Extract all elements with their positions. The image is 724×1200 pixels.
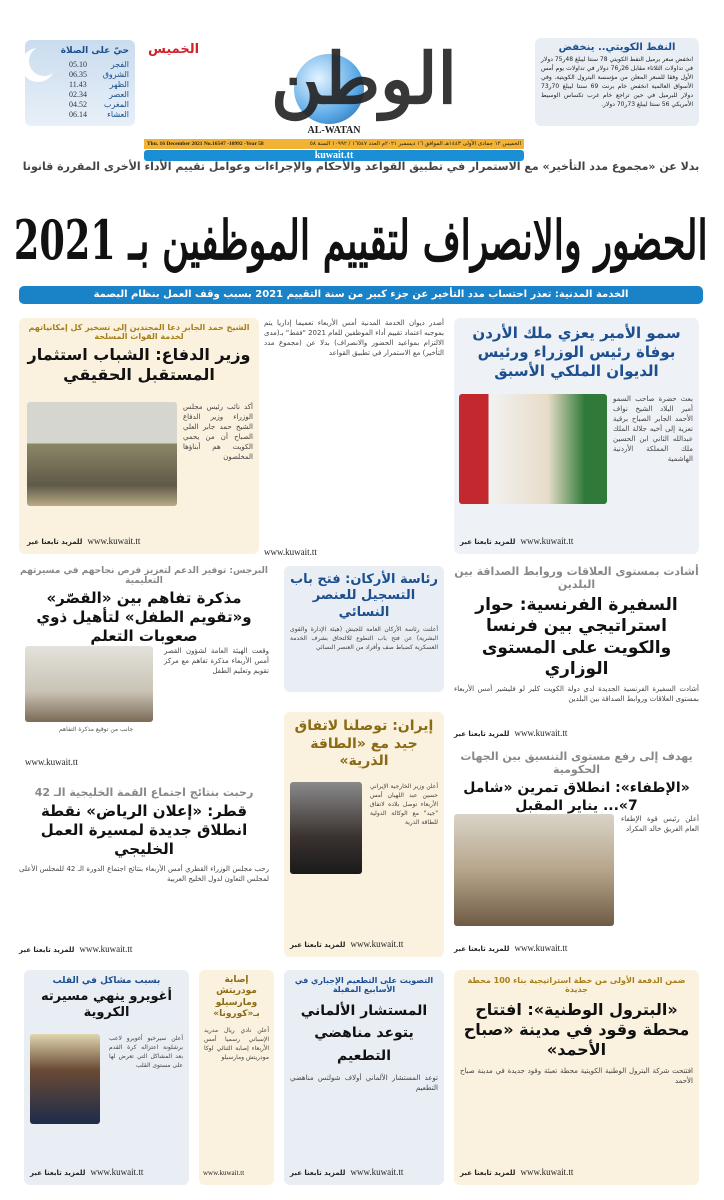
body: افتتحت شركة البترول الوطنية الكويتية محطة تعبئة وقود جديدة في مدينة صباح الأحمد (461, 1067, 694, 1085)
body: رحب مجلس الوزراء القطري أمس الأربعاء بنتائج اجتماع الدورة الـ 42 للمجلس الأعلى لمجلس التعاون لدول الخليج العربية (20, 865, 270, 884)
link[interactable]: www.kuwait.tt (26, 757, 79, 767)
headline: السفيرة الفرنسية: حوار استراتيجي بين فرنسا والكويت على المستوى الوزاري (476, 595, 679, 679)
link[interactable]: www.kuwait.tt (80, 944, 134, 954)
article-iran[interactable] (285, 712, 445, 957)
kicker: البرجس: توفير الدعم لتعزيز فرص نجاحهم في مسيرتهم التعليمية (21, 566, 269, 586)
logo-en: AL-WATAN (308, 125, 362, 136)
article-modric[interactable] (200, 970, 275, 1185)
prayer-row (70, 90, 130, 100)
article-qatar[interactable] (20, 786, 270, 956)
article-fire[interactable] (455, 750, 700, 955)
link[interactable]: www.kuwait.tt (351, 939, 405, 949)
lead-headline: الحضور والانصراف لتقييم الموظفين بـ 2021 (15, 208, 710, 272)
headline: قطر: «إعلان الرياض» نقطة انطلاق جديدة لمسيرة العمل الخليجي (41, 802, 249, 858)
more-label: للمزيد تابعنا عبر (291, 1169, 347, 1177)
article-aguero[interactable] (25, 970, 190, 1185)
iran-photo (291, 782, 363, 874)
emir-photo (460, 394, 608, 504)
lead-body: أصدر ديوان الخدمة المدنية أمس الأربعاء تعميما إداريا يتم بموجبه اعتماد تقييم أداء الموظفين للعام 2021 "فقط" بـ(مدى الالتزام بمواعيد الحضور والانصراف) بدلا عن (مجموع مدد التأخير) مع الاستمرار في تطبيق القواعد (265, 319, 445, 357)
headline: إيران: توصلنا لاتفاق جيد مع «الطاقة الذرية» (295, 718, 435, 769)
date-bar (145, 139, 525, 149)
prayer-name: العشاء (108, 110, 130, 119)
prayer-row (70, 60, 130, 70)
kicker: بسبب مشاكل في القلب (53, 976, 162, 986)
body: أعلن نادي ريال مدريد الإسباني رسميا أمس الأربعاء إصابة الثنائي لوكا مودريتش ومارسيلو (205, 1027, 270, 1061)
link[interactable]: www.kuwait.tt (88, 536, 142, 546)
link[interactable]: www.kuwait.tt (91, 1167, 145, 1177)
link[interactable]: www.kuwait.tt (515, 728, 569, 738)
body: وقعت الهيئة العامة لشؤون القصر أمس الأربعاء مذكرة تفاهم مع مركز تقويم وتعليم الطفل (165, 647, 270, 675)
more-label: للمزيد تابعنا عبر (455, 945, 511, 953)
oil-body: انخفض سعر برميل النفط الكويتي 78 سنتا ليبلغ 48ر75 دولار في تداولات الثلاثاء مقابل 26ر76 دولار في تداولات يوم أمس الأول وفقا للسعر المعلن من مؤسسة البترول الكويتية. وفي الأسواق العالمية انخفض خام برنت 69 سنتا ليبلغ 70ر73 دولار للبرميل في حين تراجع خام غرب تكساس الوسيط الأمريكي 56 سنتا ليبلغ 73ر70 دولار. (542, 56, 695, 108)
more-label: للمزيد تابعنا عبر (291, 941, 347, 949)
headline: مذكرة تفاهم بين «القصّر» و«تقويم الطفل» لتأهيل ذوي صعوبات التعلم (37, 589, 253, 645)
body: أعلن وزير الخارجية الإيراني حسين عبد اللهيان أمس الأربعاء توصل بلاده لاتفاق "جيد" مع الوكالة الدولية للطاقة الذرية (371, 783, 439, 826)
link[interactable]: www.kuwait.tt (521, 1167, 575, 1177)
lead-kicker: بدلا عن «مجموع مدد التأخير» مع الاستمرار في تطبيق القواعد والأحكام والإجراءات وعوامل تقييم الأداء الأخرى المقررة قانونا (23, 160, 701, 173)
prayer-list (70, 60, 130, 120)
headline: سمو الأمير يعزي ملك الأردن بوفاة رئيس الوزراء ورئيس الديوان الملكي الأسبق (473, 324, 682, 380)
article-army[interactable] (285, 566, 445, 692)
kicker: الشيخ حمد الجابر دعا المجندين إلى تسخير كل إمكانياتهم لخدمة القوات المسلحة (29, 323, 251, 341)
day-label: الخميس (149, 42, 201, 57)
oil-box (536, 38, 700, 126)
more-label: للمزيد تابعنا عبر (461, 538, 517, 546)
body: توعد المستشار الألماني أولاف شولتس مناهضي التطعيم (291, 1074, 439, 1093)
prayer-time: 02.34 (70, 90, 88, 99)
body: أعلن سيرخيو أغويرو لاعب برشلونة اعتزاله كرة القدم بعد المشاكل التي تعرض لها على مستوى القلب (110, 1035, 184, 1069)
prayer-name: العصر (110, 90, 130, 99)
body: أعلنت رئاسة الأركان العامة للجيش (هيئة الإدارة والقوى البشرية) عن فتح باب التطوع للالتحاق بشرف الخدمة العسكرية كضباط صف وأفراد من العنصر النسائي (291, 625, 439, 651)
prayer-row (70, 110, 130, 120)
headline: «الإطفاء»: انطلاق تمرين «شامل 7»... يناير المقبل (464, 780, 691, 814)
article-defense[interactable] (20, 318, 260, 554)
kicker: أشادت بمستوى العلاقات وروابط الصداقة بين البلدين (455, 565, 700, 591)
prayer-name: الظهر (110, 80, 130, 89)
more-label: للمزيد تابعنا عبر (461, 1169, 517, 1177)
link[interactable]: www.kuwait.tt (265, 547, 318, 557)
prayer-row (70, 100, 130, 110)
site-bar[interactable]: kuwait.tt (145, 150, 525, 161)
headline: وزير الدفاع: الشباب استثمار المستقبل الحقيقي (28, 345, 252, 384)
body: أعلن رئيس قوة الإطفاء العام الفريق خالد المكراد (622, 815, 700, 833)
education-photo (26, 646, 154, 722)
more-label: للمزيد تابعنا عبر (31, 1169, 87, 1177)
kicker: ضمن الدفعة الأولى من خطة استراتيجية بناء 100 محطة جديدة (468, 976, 687, 994)
prayer-name: الفجر (111, 60, 130, 69)
article-emir[interactable] (455, 318, 700, 554)
body: أكد نائب رئيس مجلس الوزراء وزير الدفاع الشيخ حمد جابر العلي الصباح أن من يحمي الكويت هم أبناؤها المخلصون (184, 403, 254, 461)
more-label: للمزيد تابعنا عبر (20, 946, 76, 954)
article-german[interactable] (285, 970, 445, 1185)
article-french[interactable] (455, 565, 700, 740)
body: أشادت السفيرة الفرنسية الجديدة لدى دولة الكويت كلير لو فليشير أمس الأربعاء بمستوى العلاقات وروابط الصداقة بين البلدين (455, 685, 700, 703)
article-education[interactable] (20, 566, 270, 771)
headline: المستشار الألماني يتوعد مناهضي التطعيم (301, 1003, 429, 1064)
date-ar: الخميس ١٢ جمادى الأولى ١٤٤٣هـ الموافق ١٦ ديسمبر ٢٠٢١م العدد ١٦٥٤٧ / ١٠٩٩٢ السنة ٥٨ (310, 141, 522, 147)
headline: رئاسة الأركان: فتح باب التسجيل للعنصر النسائي (291, 572, 439, 620)
more-label: للمزيد تابعنا عبر (28, 538, 84, 546)
body: بعث حضرة صاحب السمو أمير البلاد الشيخ نواف الأحمد الجابر الصباح برقية تعزية إلى أخيه جلالة الملك عبدالله الثاني ابن الحسين ملك المملكة الأردنية الهاشمية (614, 395, 694, 463)
oil-title: النفط الكويتي.. ينخفض (559, 42, 677, 53)
prayer-time: 11.43 (70, 80, 88, 89)
headline: إصابة مودريتش ومارسيلو بـ«كورونا» (214, 975, 261, 1019)
headline: أغويرو ينهي مسيرته الكروية (42, 989, 173, 1021)
prayer-time: 05.10 (70, 60, 88, 69)
kicker: يهدف إلى رفع مستوى التنسيق بين الجهات الحكومية (461, 750, 694, 776)
headline: «البترول الوطنية»: افتتاح محطة وقود في مدينة «صباح الأحمد» (464, 1000, 691, 1059)
prayer-row (70, 70, 130, 80)
defense-photo (28, 402, 178, 506)
photo-caption: جانب من توقيع مذكرة التفاهم (60, 726, 135, 733)
date-en: Thu. 16 December 2021 No.16547 -10992 -Year 58 (148, 141, 265, 147)
prayer-name: المغرب (104, 100, 130, 109)
masthead (145, 36, 525, 161)
prayer-time: 06.14 (70, 110, 88, 119)
link[interactable]: www.kuwait.tt (521, 536, 575, 546)
more-label: للمزيد تابعنا عبر (455, 730, 511, 738)
prayer-row (70, 80, 130, 90)
prayer-title: حيّ على الصلاة (61, 46, 130, 56)
article-petroleum[interactable] (455, 970, 700, 1185)
kicker: رحبت بنتائج اجتماع القمة الخليجية الـ 42 (35, 786, 255, 799)
logo: الوطن (272, 37, 458, 120)
link[interactable]: www.kuwait.tt (351, 1167, 405, 1177)
prayer-name: الشروق (103, 70, 130, 79)
prayer-times-box (26, 40, 136, 126)
link[interactable]: www.kuwait.tt (204, 1169, 246, 1177)
kicker: التصويت على التطعيم الإجباري في الأسابيع المقبلة (295, 976, 435, 994)
lead-banner: الخدمة المدنية: تعذر احتساب مدد التأخير عن جزء كبير من سنة التقييم 2021 بسبب وقف العمل بنظام البصمة (20, 286, 704, 304)
moon-icon (30, 46, 60, 76)
link[interactable]: www.kuwait.tt (515, 943, 569, 953)
prayer-time: 06.35 (70, 70, 88, 79)
fire-photo (455, 814, 615, 926)
aguero-photo (31, 1034, 101, 1124)
prayer-time: 04.52 (70, 100, 88, 109)
